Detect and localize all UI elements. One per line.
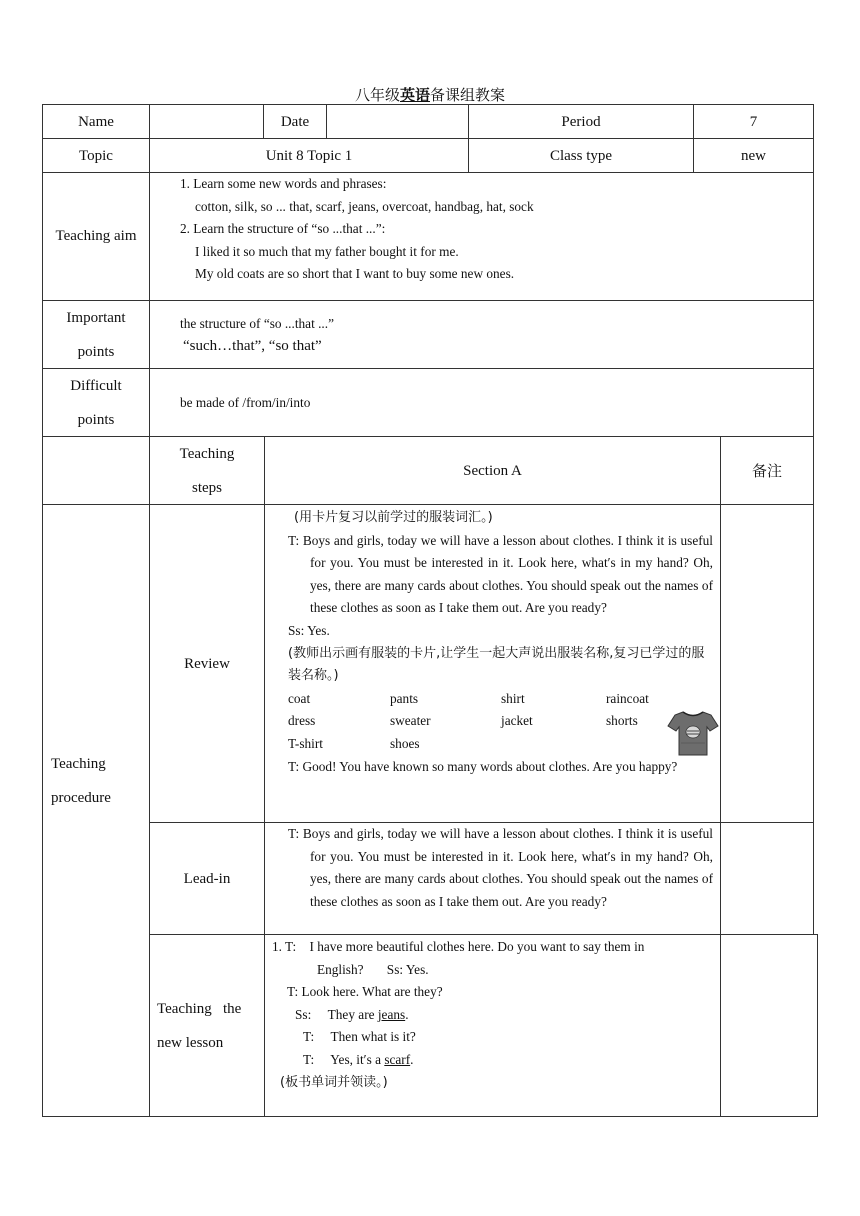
dialogue-line: T: Then what is it? [303, 1029, 416, 1045]
teaching-aim-label: Teaching aim [55, 228, 137, 244]
new-lesson-note: (板书单词并领读。) [280, 1074, 388, 1090]
class-type-label: Class type [549, 147, 613, 164]
teaching-procedure-label: Teaching procedure [51, 756, 111, 806]
teaching-steps-header: Teaching steps [179, 445, 235, 496]
teaching-aim-content [180, 173, 800, 286]
period-value: 7 [749, 113, 758, 130]
review-teacher-line-2: T: Good! You have known so many words about clothes. Are you happy? [288, 758, 678, 774]
new-lesson-content [272, 936, 717, 1094]
dialogue-line: T: Yes, it′s a scarf. [303, 1051, 414, 1067]
lead-in-label: Lead-in [183, 870, 231, 887]
vocab-word: jacket [501, 713, 533, 729]
aim-line: cotton, silk, so ... that, scarf, jeans, overcoat, handbag, hat, sock [195, 198, 534, 214]
dialogue-line: 1. T: I have more beautiful clothes here. Do you want to say them in [272, 939, 645, 954]
important-points-content: the structure of “so ...that ...” “such…that”, “so that” [180, 316, 334, 354]
lead-in-teacher-line: T: Boys and girls, today we will have a lesson about clothes. I think it is useful for you. You must be interested in it. Look here, what′s in my hand? Oh, yes, there are many cards about clothes. You should speak out the names of these clothes as soon as I take them out. Are you ready? [288, 826, 713, 909]
new-lesson-label: Teaching the new lesson [157, 1001, 242, 1051]
vocab-list [288, 688, 713, 756]
name-label: Name [78, 113, 114, 130]
period-label: Period [561, 113, 601, 130]
dialogue-line: T: Look here. What are they? [287, 984, 443, 1000]
vocab-word: T-shirt [288, 735, 323, 751]
aim-line: 1. Learn some new words and phrases: [180, 176, 387, 191]
topic-value: Unit 8 Topic 1 [265, 147, 353, 164]
document-title: 八年级英语备课组教案 [354, 86, 506, 104]
review-students-line: Ss: Yes. [288, 622, 330, 638]
date-value [327, 105, 468, 138]
section-header: Section A [463, 462, 522, 479]
difficult-points-label: Difficult points [70, 377, 122, 428]
vocab-word: coat [288, 690, 311, 706]
aim-line: 2. Learn the structure of “so ...that ...”: [180, 221, 386, 237]
vocab-word: raincoat [606, 690, 649, 706]
name-value [150, 105, 263, 138]
topic-label: Topic [79, 147, 113, 164]
lead-in-content [288, 823, 713, 933]
vocab-word: shirt [501, 690, 525, 706]
review-content [288, 507, 713, 778]
vocab-word: sweater [390, 713, 431, 729]
aim-line: My old coats are so short that I want to buy some new ones. [195, 266, 515, 282]
dialogue-line: English? Ss: Yes. [317, 961, 429, 977]
review-teacher-line: T: Boys and girls, today we will have a lesson about clothes. I think it is useful for you. You must be interested in it. Look here, what′s in my hand? Oh, yes, there are many cards about clothes. You should speak out the names of these clothes as soon as I take them out. Are you ready? [288, 532, 713, 616]
notes-header: 备注 [751, 461, 782, 480]
vocab-word: shorts [606, 713, 638, 729]
vocab-word: dress [288, 713, 316, 729]
date-label: Date [280, 113, 310, 130]
aim-line: I liked it so much that my father bought it for me. [195, 243, 459, 259]
difficult-points-content: be made of /from/in/into [180, 395, 311, 410]
tshirt-icon [667, 708, 719, 758]
vocab-word: pants [390, 690, 419, 706]
review-label: Review [184, 655, 230, 672]
important-points-label: Important points [66, 309, 126, 360]
class-type-value: new [741, 147, 766, 164]
review-note: (用卡片复习以前学过的服装词汇。) [294, 510, 493, 525]
vocab-word: shoes [390, 735, 420, 751]
review-note2: (教师出示画有服装的卡片,让学生一起大声说出服装名称,复习已学过的服装名称。) [288, 645, 705, 684]
title-highlight: 英语 [399, 86, 430, 104]
dialogue-line: Ss: They are jeans. [295, 1006, 409, 1022]
